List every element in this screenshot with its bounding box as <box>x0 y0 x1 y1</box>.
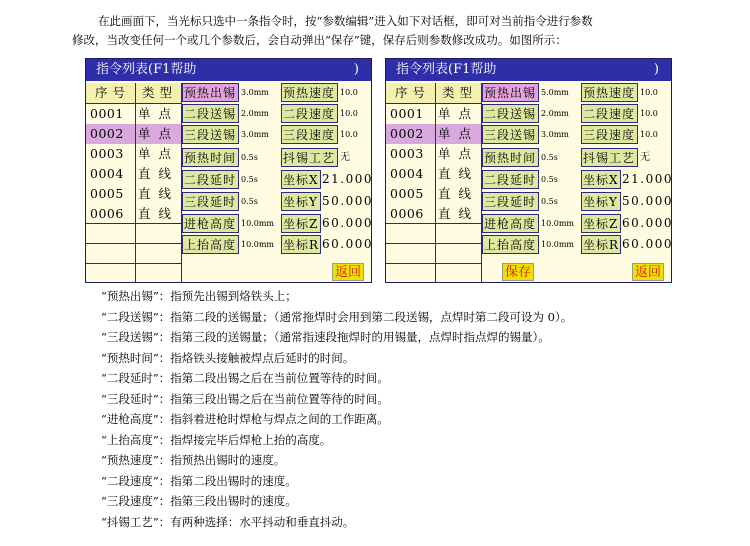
return-button[interactable]: 返回 <box>632 263 664 281</box>
note-line: “三段送锡”：指第三段的送锡量；（通常指速段拖焊时的用锡量，点焊时指点焊的锡量）。 <box>101 330 550 344</box>
param-third-speed-value[interactable]: 10.0 <box>640 130 658 139</box>
row-type: 直 线 <box>138 166 173 181</box>
param-preheat-tin-label[interactable]: 预热出锡 <box>182 83 239 102</box>
param-third-feed-label[interactable]: 三段送锡 <box>182 125 239 144</box>
list-item[interactable] <box>86 104 181 124</box>
param-lift-height-value[interactable]: 10.0mm <box>241 240 274 249</box>
parameter-notes <box>101 286 572 532</box>
param-second-feed-value[interactable]: 2.0mm <box>241 109 269 118</box>
param-third-feed-label[interactable]: 三段送锡 <box>482 125 539 144</box>
param-coord-x-value[interactable]: 21.000 <box>622 172 673 186</box>
param-lift-height-label[interactable]: 上抬高度 <box>482 235 539 254</box>
grid-divider <box>386 223 481 224</box>
note-line: “预热时间”：指烙铁头接触被焊点后延时的时间。 <box>101 350 355 365</box>
list-item[interactable] <box>386 104 481 124</box>
row-type: 单 点 <box>138 126 173 141</box>
grid-divider <box>86 263 181 264</box>
row-type: 直 线 <box>138 186 173 201</box>
row-type: 直 线 <box>438 186 473 201</box>
param-third-feed-value[interactable]: 3.0mm <box>541 130 569 139</box>
list-item[interactable] <box>86 144 181 164</box>
list-header <box>386 83 481 103</box>
header-type: 类型 <box>142 85 178 100</box>
list-item[interactable] <box>386 204 481 224</box>
close-paren-button[interactable]: ) <box>353 62 359 77</box>
param-coord-r-label[interactable]: 坐标R <box>281 235 321 254</box>
row-type: 单 点 <box>138 146 173 161</box>
note-line: “抖锡工艺”：有两种选择：水平抖动和垂直抖动。 <box>101 514 355 529</box>
list-header <box>86 83 181 103</box>
return-button[interactable]: 返回 <box>332 263 364 281</box>
row-no: 0003 <box>390 146 424 161</box>
param-coord-y-label[interactable]: 坐标Y <box>281 192 321 211</box>
param-second-feed-label[interactable]: 二段送锡 <box>182 104 239 123</box>
note-line: “二段速度”：指第二段出锡时的速度。 <box>101 473 297 488</box>
param-coord-x-label[interactable]: 坐标X <box>281 170 321 189</box>
param-feed-height-label[interactable]: 进枪高度 <box>182 214 239 233</box>
param-shake-process-value[interactable]: 无 <box>340 152 350 163</box>
note-line: “二段延时”：指第二段出锡之后在当前位置等待的时间。 <box>101 371 389 385</box>
grid-divider <box>386 263 481 264</box>
row-no: 0002 <box>390 126 424 141</box>
dialog-titlebar <box>86 59 371 81</box>
param-second-speed-label[interactable]: 二段速度 <box>581 104 638 123</box>
note-line: “上抬高度”：指焊接完毕后焊枪上抬的高度。 <box>101 432 332 447</box>
header-type: 类型 <box>442 85 478 100</box>
param-third-delay-label[interactable]: 三段延时 <box>482 192 539 211</box>
list-item[interactable] <box>86 204 181 224</box>
row-type: 单 点 <box>138 106 173 121</box>
param-coord-r-label[interactable]: 坐标R <box>581 235 621 254</box>
param-third-delay-value[interactable]: 0.5s <box>241 197 258 206</box>
param-preheat-tin-label[interactable]: 预热出锡 <box>482 83 539 102</box>
param-coord-r-value[interactable]: 60.000 <box>622 237 673 251</box>
param-coord-z-label[interactable]: 坐标Z <box>581 214 621 233</box>
param-dialog-right <box>385 58 672 283</box>
param-third-speed-label[interactable]: 三段速度 <box>581 125 638 144</box>
grid-divider <box>86 103 181 104</box>
row-no: 0002 <box>90 126 124 141</box>
list-item[interactable] <box>86 164 181 184</box>
row-type: 单 点 <box>438 126 473 141</box>
header-no: 序号 <box>395 85 431 100</box>
param-coord-z-label[interactable]: 坐标Z <box>281 214 321 233</box>
param-third-delay-label[interactable]: 三段延时 <box>182 192 239 211</box>
param-second-feed-label[interactable]: 二段送锡 <box>482 104 539 123</box>
note-line: “进枪高度”：指斜着进枪时焊枪与焊点之间的工作距离。 <box>101 412 389 426</box>
close-paren-button[interactable]: ) <box>653 62 659 77</box>
note-line: “三段速度”：指第三段出锡时的速度。 <box>101 494 297 508</box>
param-coord-y-value[interactable]: 50.000 <box>622 194 673 208</box>
param-third-speed-value[interactable]: 10.0 <box>340 130 358 139</box>
param-dialog-left <box>85 58 372 283</box>
intro-line-2: 修改，当改变任何一个或几个参数后，会自动弹出“保存”键，保存后则参数修改成功。如图所示： <box>72 33 567 47</box>
param-feed-height-value[interactable]: 10.0mm <box>541 219 574 228</box>
list-item-selected[interactable] <box>86 124 181 144</box>
intro-line-1: 在此画面下，当光标只选中一条指令时，按“参数编辑”进入如下对话框，即可对当前指令进行参数 <box>98 14 593 28</box>
param-preheat-speed-value[interactable]: 10.0 <box>640 88 658 97</box>
param-coord-x-value[interactable]: 21.000 <box>322 172 373 186</box>
row-type: 直 线 <box>438 166 473 181</box>
list-item[interactable] <box>386 164 481 184</box>
param-second-delay-label[interactable]: 二段延时 <box>182 170 239 189</box>
param-coord-r-value[interactable]: 60.000 <box>322 237 373 251</box>
param-third-delay-value[interactable]: 0.5s <box>541 197 558 206</box>
param-second-feed-value[interactable]: 2.0mm <box>541 109 569 118</box>
param-preheat-speed-value[interactable]: 10.0 <box>340 88 358 97</box>
row-no: 0005 <box>90 186 124 201</box>
grid-divider <box>86 223 181 224</box>
param-coord-z-value[interactable]: 60.000 <box>622 216 673 230</box>
param-lift-height-label[interactable]: 上抬高度 <box>182 235 239 254</box>
grid-divider <box>435 83 436 283</box>
note-line: “二段送锡”：指第二段的送锡量；（通常拖焊时会用到第二段送锡，点焊时第二段可设为 0）。 <box>101 309 573 324</box>
param-second-speed-value[interactable]: 10.0 <box>340 109 358 118</box>
row-type: 单 点 <box>438 146 473 161</box>
param-lift-height-value[interactable]: 10.0mm <box>541 240 574 249</box>
param-preheat-time-label[interactable]: 预热时间 <box>482 148 539 167</box>
row-no: 0001 <box>390 106 424 121</box>
dialog-titlebar <box>386 59 671 81</box>
param-coord-z-value[interactable]: 60.000 <box>322 216 373 230</box>
list-item[interactable] <box>86 184 181 204</box>
param-preheat-time-value[interactable]: 0.5s <box>241 153 258 162</box>
param-preheat-speed-label[interactable]: 预热速度 <box>281 83 338 102</box>
param-second-delay-value[interactable]: 0.5s <box>541 175 558 184</box>
param-preheat-tin-value[interactable]: 3.0mm <box>241 88 269 97</box>
param-preheat-time-value[interactable]: 0.5s <box>541 153 558 162</box>
param-coord-y-value[interactable]: 50.000 <box>322 194 373 208</box>
row-no: 0005 <box>390 186 424 201</box>
grid-divider <box>135 83 136 283</box>
param-second-delay-label[interactable]: 二段延时 <box>482 170 539 189</box>
row-no: 0001 <box>90 106 124 121</box>
note-line: “三段延时”：指第三段出锡之后在当前位置等待的时间。 <box>101 391 389 406</box>
list-item-selected[interactable] <box>386 124 481 144</box>
list-item[interactable] <box>386 184 481 204</box>
grid-divider <box>386 243 481 244</box>
param-third-speed-label[interactable]: 三段速度 <box>281 125 338 144</box>
grid-divider <box>86 243 181 244</box>
intro-paragraph <box>72 12 692 50</box>
list-item[interactable] <box>386 144 481 164</box>
param-preheat-time-label[interactable]: 预热时间 <box>182 148 239 167</box>
dialog-title: 指令列表(F1帮助 <box>96 62 197 77</box>
row-no: 0004 <box>90 166 124 181</box>
param-feed-height-label[interactable]: 进枪高度 <box>482 214 539 233</box>
row-no: 0004 <box>390 166 424 181</box>
row-type: 单 点 <box>438 106 473 121</box>
param-feed-height-value[interactable]: 10.0mm <box>241 219 274 228</box>
param-coord-x-label[interactable]: 坐标X <box>581 170 621 189</box>
param-preheat-tin-value[interactable]: 5.0mm <box>541 88 569 97</box>
param-shake-process-label[interactable]: 抖锡工艺 <box>581 148 638 167</box>
param-third-feed-value[interactable]: 3.0mm <box>241 130 269 139</box>
param-shake-process-value[interactable]: 无 <box>640 152 650 163</box>
param-second-speed-label[interactable]: 二段速度 <box>281 104 338 123</box>
param-second-delay-value[interactable]: 0.5s <box>241 175 258 184</box>
row-type: 直 线 <box>438 206 473 221</box>
param-coord-y-label[interactable]: 坐标Y <box>581 192 621 211</box>
note-line: “预热速度”：指预热出锡时的速度。 <box>101 453 286 467</box>
row-type: 直 线 <box>138 206 173 221</box>
grid-divider <box>386 103 481 104</box>
save-button[interactable]: 保存 <box>502 263 534 281</box>
param-second-speed-value[interactable]: 10.0 <box>640 109 658 118</box>
header-no: 序号 <box>95 85 131 100</box>
note-line: “预热出锡”：指预先出锡到烙铁头上； <box>101 289 297 303</box>
row-no: 0006 <box>90 206 124 221</box>
dialog-title: 指令列表(F1帮助 <box>396 62 497 77</box>
row-no: 0003 <box>90 146 124 161</box>
param-preheat-speed-label[interactable]: 预热速度 <box>581 83 638 102</box>
row-no: 0006 <box>390 206 424 221</box>
param-shake-process-label[interactable]: 抖锡工艺 <box>281 148 338 167</box>
